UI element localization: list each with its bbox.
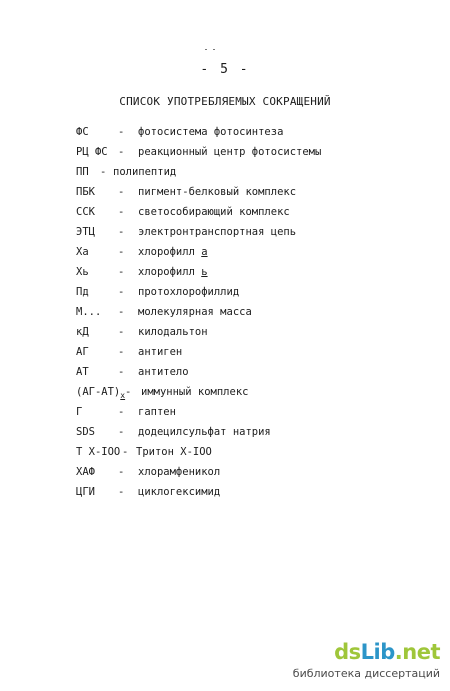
- abbreviation-term: Г: [76, 406, 83, 418]
- list-item: [0, 306, 450, 324]
- abbreviation-definition: Тритон Х-IOO: [136, 446, 212, 458]
- separator-dash: -: [118, 206, 125, 218]
- subscript: х: [120, 391, 126, 400]
- list-item: [0, 386, 450, 404]
- list-item: [0, 146, 450, 164]
- abbreviation-term: ЭТЦ: [76, 226, 95, 238]
- dslib-logo: [334, 640, 440, 664]
- separator-dash: -: [118, 406, 125, 418]
- separator-dash: -: [100, 166, 107, 178]
- scan-speck: [213, 49, 215, 50]
- logo-part: ds: [334, 640, 361, 664]
- list-item: [0, 286, 450, 304]
- separator-dash: -: [118, 306, 125, 318]
- separator-dash: -: [125, 386, 132, 398]
- list-item: [0, 346, 450, 364]
- abbreviation-definition: гаптен: [138, 406, 176, 418]
- abbreviation-term: SDS: [76, 426, 95, 438]
- definition-text: хлорофилл: [138, 246, 195, 258]
- abbreviation-term: ФС: [76, 126, 89, 138]
- abbreviation-term: М...: [76, 306, 102, 318]
- separator-dash: -: [118, 186, 125, 198]
- abbreviation-definition: [138, 246, 208, 258]
- abbreviation-definition: антитело: [138, 366, 189, 378]
- dslib-watermark: [286, 640, 450, 686]
- abbreviation-term: кД: [76, 326, 89, 338]
- abbreviation-definition: электронтранспортная цепь: [138, 226, 297, 238]
- list-item: [0, 266, 450, 284]
- separator-dash: -: [118, 346, 125, 358]
- abbreviation-definition: полипептид: [113, 166, 177, 178]
- abbreviation-definition: циклогексимид: [138, 486, 221, 498]
- abbreviation-term: РЦ ФС: [76, 146, 108, 158]
- abbreviation-term: Ха: [76, 246, 89, 258]
- list-item: [0, 426, 450, 444]
- list-item: [0, 486, 450, 504]
- list-item: [0, 206, 450, 224]
- abbreviation-definition: молекулярная масса: [138, 306, 252, 318]
- abbreviation-definition: антиген: [138, 346, 183, 358]
- abbreviation-term: Т Х-IOO: [76, 446, 121, 458]
- separator-dash: -: [118, 266, 125, 278]
- abbreviation-term: Хь: [76, 266, 89, 278]
- list-item: [0, 366, 450, 384]
- abbreviation-term: ПБК: [76, 186, 95, 198]
- list-item: [0, 166, 450, 184]
- abbreviation-definition: светособирающий комплекс: [138, 206, 290, 218]
- list-item: [0, 326, 450, 344]
- abbreviation-term: АГ: [76, 346, 89, 358]
- page-title: СПИСОК УПОТРЕБЛЯЕМЫХ СОКРАЩЕНИЙ: [119, 95, 331, 108]
- abbreviation-term: АТ: [76, 366, 89, 378]
- separator-dash: -: [122, 446, 129, 458]
- separator-dash: -: [118, 146, 125, 158]
- separator-dash: -: [118, 466, 125, 478]
- list-item: [0, 406, 450, 424]
- underlined-letter: a: [201, 246, 208, 258]
- abbreviation-term: ССК: [76, 206, 95, 218]
- abbreviation-text: (АГ-АТ): [76, 386, 121, 398]
- logo-part: Lib: [360, 640, 395, 664]
- logo-part: .net: [394, 640, 440, 664]
- abbreviation-definition: реакционный центр фотосистемы: [138, 146, 322, 158]
- separator-dash: -: [118, 226, 125, 238]
- list-item: [0, 126, 450, 144]
- scan-speck: [205, 49, 207, 50]
- abbreviation-definition: хлорамфеникол: [138, 466, 221, 478]
- abbreviation-term: ХАФ: [76, 466, 95, 478]
- abbreviation-term: ЦГИ: [76, 486, 95, 498]
- list-item: [0, 246, 450, 264]
- list-item: [0, 186, 450, 204]
- separator-dash: -: [118, 486, 125, 498]
- abbreviation-definition: пигмент-белковый комплекс: [138, 186, 297, 198]
- abbreviation-definition: додецилсульфат натрия: [138, 426, 271, 438]
- list-item: [0, 446, 450, 464]
- abbreviation-definition: иммунный комплекс: [141, 386, 249, 398]
- list-item: [0, 226, 450, 244]
- watermark-caption: библиотека диссертаций: [292, 667, 440, 680]
- page-number: - 5 -: [200, 62, 250, 77]
- separator-dash: -: [118, 286, 125, 298]
- separator-dash: -: [118, 126, 125, 138]
- separator-dash: -: [118, 246, 125, 258]
- list-item: [0, 466, 450, 484]
- abbreviation-definition: килодальтон: [138, 326, 208, 338]
- abbreviation-term: ПП: [76, 166, 89, 178]
- separator-dash: -: [118, 426, 125, 438]
- abbreviation-definition: протохлорофиллид: [138, 286, 240, 298]
- abbreviation-term: [76, 386, 125, 398]
- underlined-letter: ь: [201, 266, 208, 278]
- abbreviation-definition: [138, 266, 208, 278]
- abbreviation-term: Пд: [76, 286, 89, 298]
- definition-text: хлорофилл: [138, 266, 195, 278]
- abbreviation-definition: фотосистема фотосинтеза: [138, 126, 284, 138]
- separator-dash: -: [118, 326, 125, 338]
- separator-dash: -: [118, 366, 125, 378]
